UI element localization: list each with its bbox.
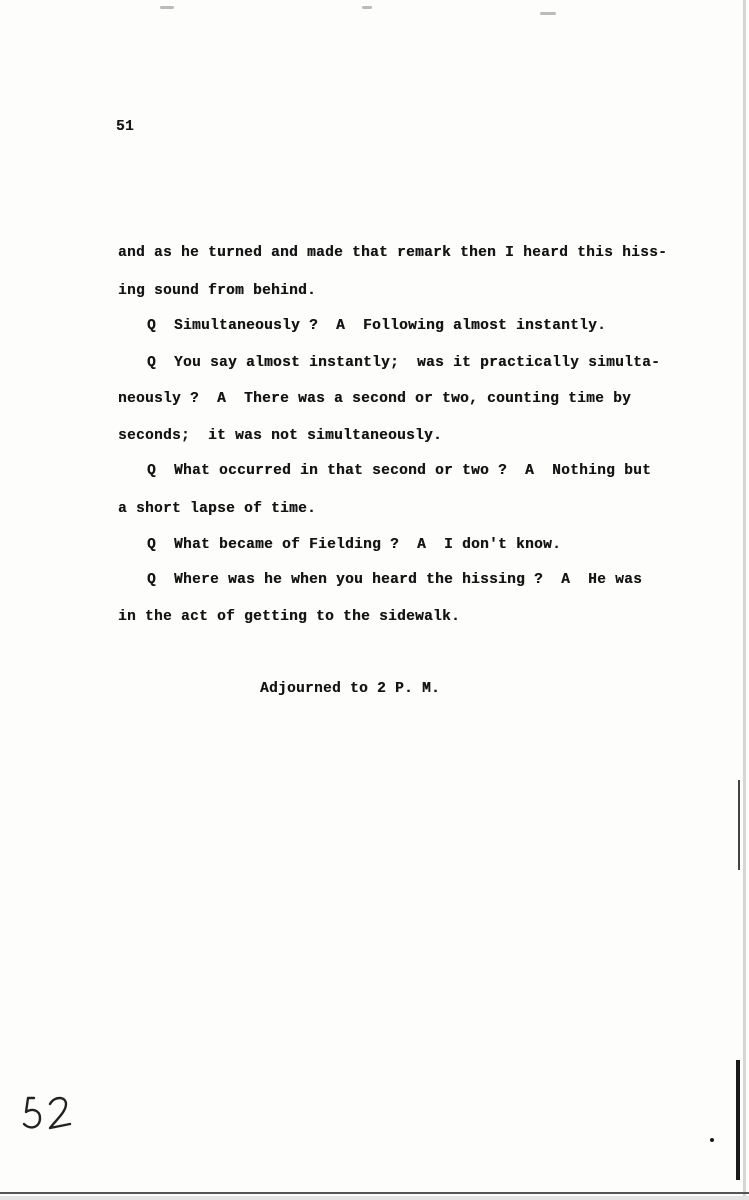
transcript-line: Q What occurred in that second or two ? A Nothing but bbox=[147, 463, 652, 479]
adjournment-note: Adjourned to 2 P. M. bbox=[260, 681, 441, 697]
transcript-line: Q What became of Fielding ? A I don't know. bbox=[147, 537, 562, 553]
transcript-line: neously ? A There was a second or two, counting time by bbox=[118, 391, 632, 407]
scan-smudge bbox=[362, 6, 372, 9]
page-number: 51 bbox=[116, 119, 135, 135]
edge-mark bbox=[743, 0, 746, 1200]
edge-mark bbox=[738, 780, 740, 870]
edge-mark bbox=[710, 1138, 714, 1142]
transcript-line: ing sound from behind. bbox=[118, 283, 317, 299]
handwritten-page-number bbox=[20, 1088, 90, 1138]
transcript-line: a short lapse of time. bbox=[118, 501, 317, 517]
scan-smudge bbox=[540, 12, 556, 15]
edge-mark bbox=[736, 1060, 740, 1180]
transcript-line: and as he turned and made that remark then I heard this hiss- bbox=[118, 245, 668, 261]
transcript-line: Q Simultaneously ? A Following almost instantly. bbox=[147, 318, 607, 334]
transcript-line: Q Where was he when you heard the hissing ? A He was bbox=[147, 572, 643, 588]
transcript-line: Q You say almost instantly; was it practically simulta- bbox=[147, 355, 661, 371]
edge-mark bbox=[0, 1192, 749, 1194]
edge-mark bbox=[0, 1196, 749, 1200]
transcript-line: in the act of getting to the sidewalk. bbox=[118, 609, 461, 625]
scan-smudge bbox=[160, 6, 174, 9]
transcript-line: seconds; it was not simultaneously. bbox=[118, 428, 443, 444]
